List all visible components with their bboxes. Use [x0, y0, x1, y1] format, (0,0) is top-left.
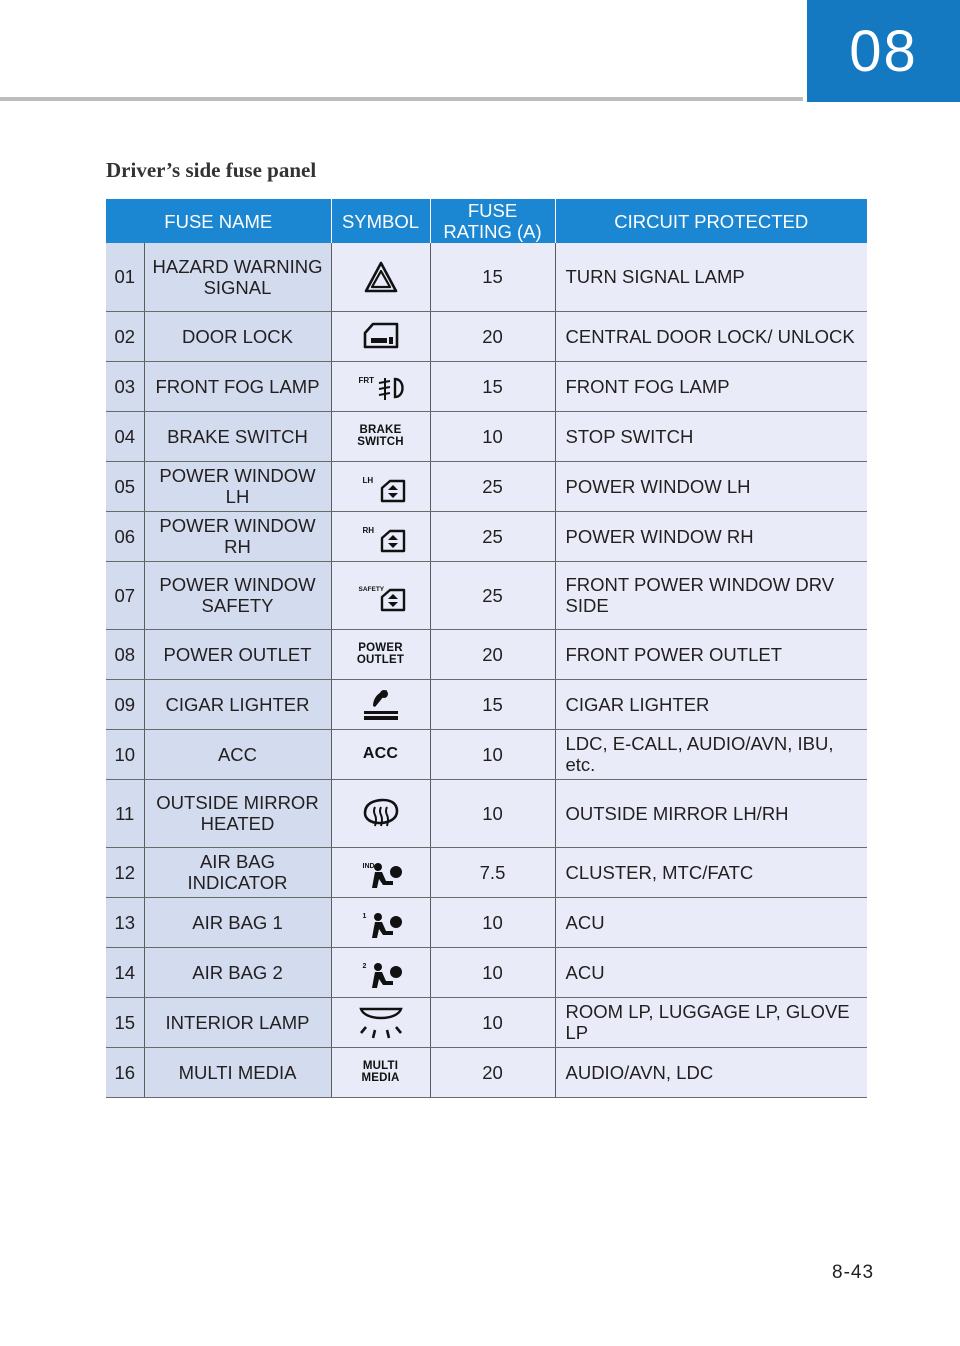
fuse-symbol	[331, 679, 430, 729]
symbol-label: IND	[362, 863, 375, 870]
power-window-safety-icon	[333, 573, 429, 617]
fuse-symbol	[331, 311, 430, 361]
fuse-rating: 15	[430, 361, 555, 411]
fuse-name: AIR BAG 1	[144, 897, 331, 947]
acc-text-icon	[333, 732, 429, 776]
column-header-symbol: SYMBOL	[331, 199, 430, 243]
fuse-name: OUTSIDE MIRROR HEATED	[144, 779, 331, 847]
fuse-name: POWER OUTLET	[144, 629, 331, 679]
fuse-name: AIR BAG INDICATOR	[144, 847, 331, 897]
fuse-rating: 10	[430, 729, 555, 779]
fuse-number: 09	[106, 679, 144, 729]
fuse-symbol	[331, 243, 430, 311]
table-row	[106, 729, 867, 779]
fuse-rating: 20	[430, 629, 555, 679]
fuse-name: AIR BAG 2	[144, 947, 331, 997]
fuse-number: 07	[106, 561, 144, 629]
circuit-protected: CIGAR LIGHTER	[555, 679, 867, 729]
circuit-protected: OUTSIDE MIRROR LH/RH	[555, 779, 867, 847]
fuse-symbol	[331, 847, 430, 897]
fuse-name: HAZARD WARNING SIGNAL	[144, 243, 331, 311]
fuse-rating: 20	[430, 311, 555, 361]
fuse-name: FRONT FOG LAMP	[144, 361, 331, 411]
fuse-name: DOOR LOCK	[144, 311, 331, 361]
front-fog-lamp-icon	[333, 364, 429, 408]
fuse-rating: 7.5	[430, 847, 555, 897]
chapter-tab	[807, 0, 960, 102]
fuse-rating: 10	[430, 997, 555, 1047]
fuse-number: 13	[106, 897, 144, 947]
symbol-text: BRAKE SWITCH	[357, 424, 404, 448]
fuse-symbol	[331, 561, 430, 629]
symbol-label: 1	[362, 913, 367, 920]
fuse-symbol	[331, 897, 430, 947]
circuit-protected: ACU	[555, 947, 867, 997]
fuse-number: 02	[106, 311, 144, 361]
fuse-number: 06	[106, 511, 144, 561]
multimedia-text-icon	[333, 1050, 429, 1094]
symbol-label: FRT	[358, 376, 375, 385]
fuse-rating: 10	[430, 897, 555, 947]
table-row	[106, 311, 867, 361]
fuse-name: INTERIOR LAMP	[144, 997, 331, 1047]
fuse-number: 05	[106, 461, 144, 511]
fuse-number: 03	[106, 361, 144, 411]
table-row	[106, 779, 867, 847]
circuit-protected: ACU	[555, 897, 867, 947]
table-row	[106, 361, 867, 411]
table-row	[106, 561, 867, 629]
circuit-protected: FRONT POWER WINDOW DRV SIDE	[555, 561, 867, 629]
fuse-number: 10	[106, 729, 144, 779]
table-header-row	[106, 199, 867, 243]
circuit-protected: TURN SIGNAL LAMP	[555, 243, 867, 311]
symbol-label: RH	[362, 526, 375, 535]
fuse-symbol	[331, 411, 430, 461]
page-number: 8-43	[832, 1262, 875, 1283]
fuse-rating: 10	[430, 947, 555, 997]
table-row	[106, 243, 867, 311]
airbag-icon	[333, 950, 429, 994]
fuse-rating: 10	[430, 779, 555, 847]
hazard-warning-icon	[333, 255, 429, 299]
fuse-rating: 20	[430, 1047, 555, 1097]
fuse-number: 01	[106, 243, 144, 311]
fuse-number: 15	[106, 997, 144, 1047]
circuit-protected: STOP SWITCH	[555, 411, 867, 461]
fuse-name: POWER WINDOW SAFETY	[144, 561, 331, 629]
mirror-heater-icon	[333, 791, 429, 835]
fuse-rating: 15	[430, 243, 555, 311]
table-row	[106, 461, 867, 511]
fuse-number: 12	[106, 847, 144, 897]
fuse-number: 14	[106, 947, 144, 997]
circuit-protected: POWER WINDOW LH	[555, 461, 867, 511]
symbol-text: MULTI MEDIA	[361, 1060, 400, 1084]
brake-switch-text-icon	[333, 414, 429, 458]
interior-lamp-icon	[333, 1000, 429, 1044]
circuit-protected: FRONT POWER OUTLET	[555, 629, 867, 679]
fuse-symbol	[331, 729, 430, 779]
symbol-label: SAFETY	[358, 586, 385, 593]
fuse-table	[106, 199, 867, 1098]
power-outlet-text-icon	[333, 632, 429, 676]
table-row	[106, 1047, 867, 1097]
door-lock-icon	[333, 314, 429, 358]
fuse-symbol	[331, 1047, 430, 1097]
column-header-fuse-name: FUSE NAME	[106, 199, 331, 243]
column-header-circuit: CIRCUIT PROTECTED	[555, 199, 867, 243]
circuit-protected: POWER WINDOW RH	[555, 511, 867, 561]
cigar-lighter-icon	[333, 682, 429, 726]
power-window-icon	[333, 464, 429, 508]
circuit-protected: CLUSTER, MTC/FATC	[555, 847, 867, 897]
circuit-protected: LDC, E-CALL, AUDIO/AVN, IBU, etc.	[555, 729, 867, 779]
section-title: Driver’s side fuse panel	[106, 158, 317, 182]
power-window-icon	[333, 514, 429, 558]
circuit-protected: AUDIO/AVN, LDC	[555, 1047, 867, 1097]
fuse-symbol	[331, 511, 430, 561]
fuse-name: POWER WINDOW RH	[144, 511, 331, 561]
header-rule	[0, 97, 803, 101]
airbag-icon	[333, 900, 429, 944]
table-row	[106, 679, 867, 729]
fuse-symbol	[331, 947, 430, 997]
fuse-number: 08	[106, 629, 144, 679]
fuse-symbol	[331, 779, 430, 847]
circuit-protected: CENTRAL DOOR LOCK/ UNLOCK	[555, 311, 867, 361]
table-row	[106, 947, 867, 997]
table-row	[106, 897, 867, 947]
fuse-name: BRAKE SWITCH	[144, 411, 331, 461]
circuit-protected: FRONT FOG LAMP	[555, 361, 867, 411]
fuse-symbol	[331, 997, 430, 1047]
symbol-label: LH	[362, 476, 374, 485]
airbag-icon	[333, 850, 429, 894]
fuse-rating: 25	[430, 511, 555, 561]
table-row	[106, 411, 867, 461]
circuit-protected: ROOM LP, LUGGAGE LP, GLOVE LP	[555, 997, 867, 1047]
fuse-symbol	[331, 629, 430, 679]
fuse-rating: 15	[430, 679, 555, 729]
fuse-symbol	[331, 461, 430, 511]
fuse-rating: 25	[430, 461, 555, 511]
symbol-text: ACC	[362, 745, 399, 762]
symbol-label: 2	[362, 963, 367, 970]
chapter-number: 08	[849, 18, 918, 84]
table-row	[106, 629, 867, 679]
fuse-name: MULTI MEDIA	[144, 1047, 331, 1097]
fuse-number: 16	[106, 1047, 144, 1097]
fuse-name: POWER WINDOW LH	[144, 461, 331, 511]
fuse-number: 04	[106, 411, 144, 461]
symbol-text: POWER OUTLET	[356, 642, 405, 666]
table-row	[106, 997, 867, 1047]
fuse-symbol	[331, 361, 430, 411]
table-row	[106, 847, 867, 897]
table-row	[106, 511, 867, 561]
fuse-name: CIGAR LIGHTER	[144, 679, 331, 729]
fuse-rating: 25	[430, 561, 555, 629]
fuse-number: 11	[106, 779, 144, 847]
column-header-fuse-rating: FUSE RATING (A)	[430, 199, 555, 243]
fuse-rating: 10	[430, 411, 555, 461]
fuse-name: ACC	[144, 729, 331, 779]
